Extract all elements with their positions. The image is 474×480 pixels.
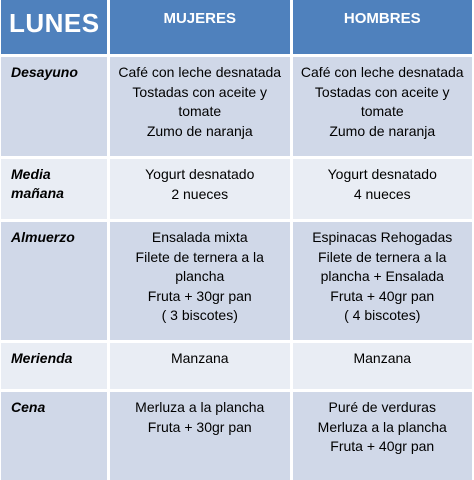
cell-line: plancha + Ensalada [320, 268, 444, 284]
cell-line: Tostadas con aceite y [314, 83, 450, 100]
cell-line: ( 4 biscotes) [344, 307, 421, 323]
women-cena-cell [110, 392, 290, 480]
cell-line: plancha [175, 268, 225, 284]
cell-line: tomate [360, 103, 404, 119]
women-column-header: MUJERES [110, 0, 290, 54]
cell-line: Zumo de naranja [146, 122, 253, 139]
men-desayuno-cell [293, 57, 473, 156]
cell-line: Merluza a la plancha [135, 399, 265, 415]
meal-label-almuerzo: Almuerzo [1, 222, 107, 340]
cell-line: 2 nueces [171, 185, 229, 202]
cell-line: Merluza a la plancha [317, 418, 447, 435]
meal-label-media-manana [1, 159, 107, 219]
meal-label-line: Media [11, 166, 51, 182]
cell-line: Café con leche desnatada [118, 64, 282, 80]
cell-line: Fruta + 30gr pan [147, 418, 252, 435]
women-desayuno-cell [110, 57, 290, 156]
meal-label-desayuno: Desayuno [1, 57, 107, 156]
cell-line: Ensalada mixta [151, 229, 248, 245]
cell-line: Puré de verduras [328, 399, 436, 415]
cell-line: Fruta + 40gr pan [330, 438, 435, 454]
cell-line: Fruta + 40gr pan [330, 287, 435, 304]
men-merienda-cell [293, 343, 473, 389]
men-almuerzo-cell [293, 222, 473, 340]
meal-plan-table [1, 0, 472, 468]
cell-line: Filete de ternera a la [135, 248, 264, 265]
cell-line: Zumo de naranja [329, 122, 436, 139]
cell-line: Espinacas Rehogadas [312, 229, 453, 245]
meal-label-cena: Cena [1, 392, 107, 480]
meal-label-merienda: Merienda [1, 343, 107, 389]
cell-line: Manzana [170, 350, 229, 366]
cell-line: Yogurt desnatado [145, 166, 255, 182]
cell-line: Manzana [353, 350, 412, 366]
day-header: LUNES [1, 0, 107, 54]
cell-line: 4 nueces [353, 185, 411, 202]
meal-label-line: mañana [11, 185, 64, 201]
cell-line: Tostadas con aceite y [132, 83, 268, 100]
women-media-manana-cell [110, 159, 290, 219]
men-cena-cell [293, 392, 473, 480]
men-column-header: HOMBRES [293, 0, 473, 54]
men-media-manana-cell [293, 159, 473, 219]
cell-line: Fruta + 30gr pan [147, 287, 252, 304]
cell-line: Café con leche desnatada [300, 64, 464, 80]
cell-line: tomate [178, 103, 222, 119]
women-merienda-cell [110, 343, 290, 389]
women-almuerzo-cell [110, 222, 290, 340]
cell-line: Filete de ternera a la [318, 248, 447, 265]
cell-line: Yogurt desnatado [327, 166, 437, 182]
cell-line: ( 3 biscotes) [161, 307, 238, 323]
